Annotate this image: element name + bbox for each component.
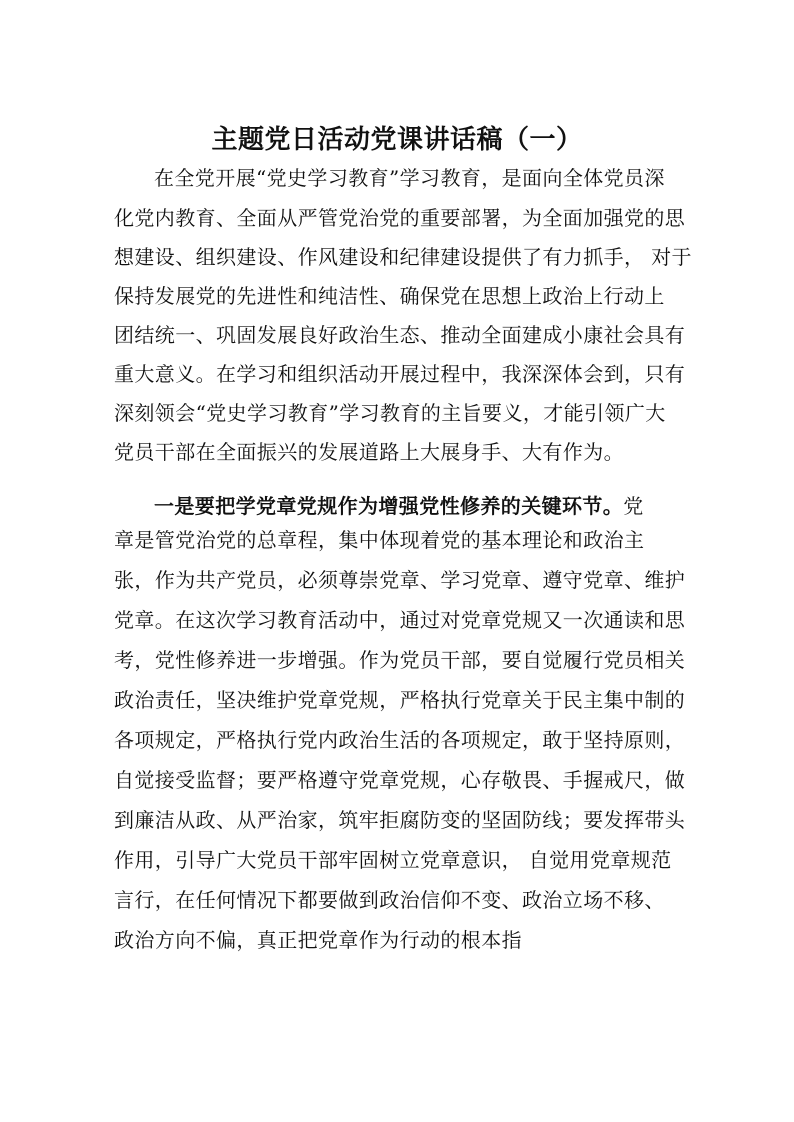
section-1-line-8: 自觉接受监督；要严格遵守党章党规，心存敬畏、手握戒尺，做 xyxy=(114,768,686,792)
section-1-line-10: 作用，引导广大党员干部牢固树立党章意识， 自觉用党章规范 xyxy=(114,848,672,872)
section-1-line-4: 党章。在这次学习教育活动中，通过对党章党规又一次通读和思 xyxy=(114,608,686,632)
section-1-line-6: 政治责任，坚决维护党章党规，严格执行党章关于民主集中制的 xyxy=(114,688,686,712)
paragraph-1-line-4: 保持发展党的先进性和纯洁性、确保党在思想上政治上行动上 xyxy=(114,284,665,308)
section-1-line-5: 考，党性修养进一步增强。作为党员干部，要自觉履行党员相关 xyxy=(114,648,686,672)
section-1-line-7: 各项规定，严格执行党内政治生活的各项规定，敢于坚持原则， xyxy=(114,728,686,752)
section-1-first-line xyxy=(154,492,730,520)
paragraph-1-line-2: 化党内教育、全面从严管党治党的重要部署，为全面加强党的思 xyxy=(114,206,686,230)
paragraph-1-line-8: 党员干部在全面振兴的发展道路上大展身手、大有作为。 xyxy=(114,440,624,464)
paragraph-1-line-1: 在全党开展“党史学习教育”学习教育，是面向全体党员深 xyxy=(154,166,665,190)
section-1-line-12: 政治方向不偏，真正把党章作为行动的根本指 xyxy=(114,928,522,952)
document-title: 主题党日活动党课讲话稿（一） xyxy=(211,125,583,155)
section-1-line-11: 言行，在任何情况下都要做到政治信仰不变、政治立场不移、 xyxy=(114,888,665,912)
paragraph-1-line-3: 想建设、组织建设、作风建设和纪律建设提供了有力抓手， 对于 xyxy=(114,245,692,269)
section-1-first-line-tail: 党 xyxy=(623,494,644,518)
section-1-line-3: 张，作为共产党员，必须尊崇党章、学习党章、遵守党章、维护 xyxy=(114,568,686,592)
section-1-heading: 一是要把学党章党规作为增强党性修养的关键环节。 xyxy=(154,494,624,518)
section-1-line-2: 章是管党治党的总章程，集中体现着党的基本理论和政治主 xyxy=(114,528,645,552)
paragraph-1-line-7: 深刻领会“党史学习教育”学习教育的主旨要义，才能引领广大 xyxy=(114,401,666,425)
section-1-line-9: 到廉洁从政、从严治家，筑牢拒腐防变的坚固防线；要发挥带头 xyxy=(114,808,686,832)
paragraph-1-line-5: 团结统一、巩固发展良好政治生态、推动全面建成小康社会具有 xyxy=(114,323,686,347)
paragraph-1-line-6: 重大意义。在学习和组织活动开展过程中，我深深体会到，只有 xyxy=(114,362,686,386)
